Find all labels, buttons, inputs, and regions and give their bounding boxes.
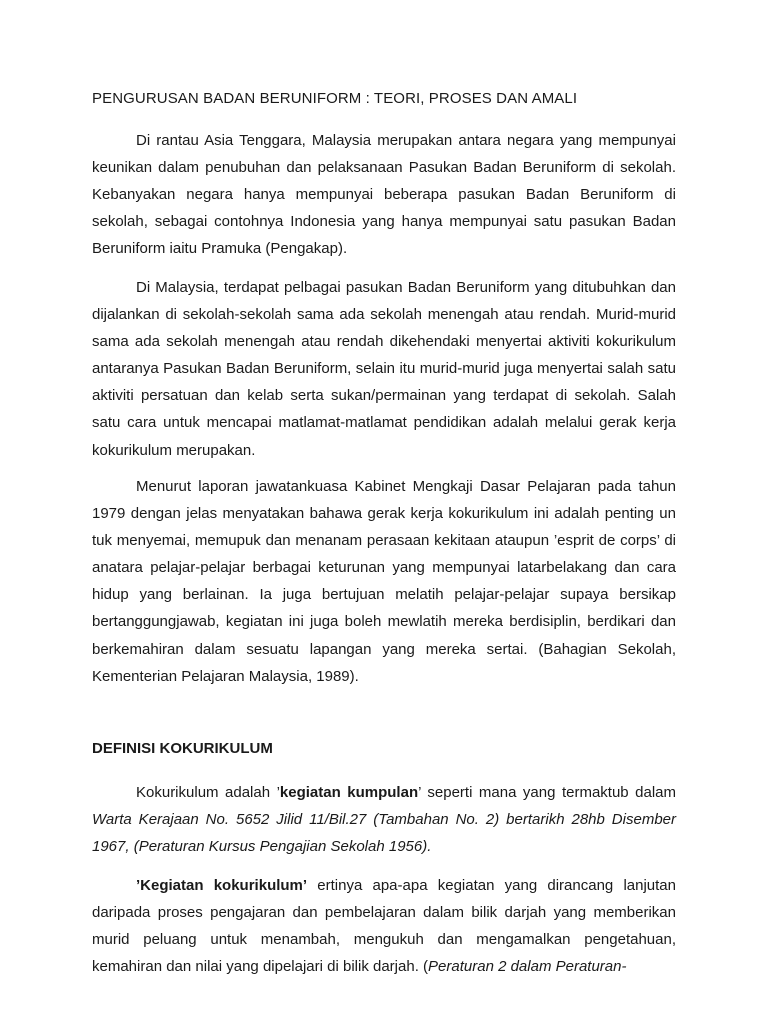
paragraph-2 — [92, 274, 676, 464]
paragraph-2-text: Di Malaysia, terdapat pelbagai pasukan Badan Beruniform yang ditubuhkan dan dijalankan di sekolah-sekolah sama ada sekolah menengah atau rendah. Murid-murid sama ada sekolah menengah atau rendah dikehendaki menyertai aktiviti kokurikulum antaranya Pasukan Badan Beruniform, selain itu murid-murid juga menyertai salah satu aktiviti persatuan dan kelab serta sukan/permainan yang terdapat di sekolah. Salah satu cara untuk mencapai matlamat-matlamat pendidikan adalah melalui gerak kerja kokurikulum merupakan. — [92, 279, 676, 459]
paragraph-1 — [92, 127, 676, 262]
paragraph-5-italic: Peraturan 2 dalam Peraturan- — [428, 958, 627, 976]
paragraph-3-text: Menurut laporan jawatankuasa Kabinet Mengkaji Dasar Pelajaran pada tahun 1979 dengan jelas menyatakan bahawa gerak kerja kokurikulum ini adalah penting un tuk menyemai, memupuk dan menanam perasaan kekitaan ataupun ’esprit de corps’ di anatara pelajar-pelajar berbagai keturunan yang mempunyai latarbelakang dan cara hidup yang berlainan. Ia juga bertujuan melatih pelajar-pelajar supaya bersikap bertanggungjawab, kegiatan ini juga boleh mewlatih mereka berdisiplin, berdikari dan berkemahiran dalam sesuatu lapangan yang mereka sertai. (Bahagian Sekolah, Kementerian Pelajaran Malaysia, 1989). — [92, 478, 676, 685]
paragraph-4-part1: Kokurikulum adalah ’ — [136, 784, 280, 801]
paragraph-5-bold: ’Kegiatan kokurikulum’ — [136, 877, 308, 894]
section-heading: DEFINISI KOKURIKULUM — [92, 740, 273, 757]
document-title: PENGURUSAN BADAN BERUNIFORM : TEORI, PROSES DAN AMALI — [92, 90, 578, 107]
paragraph-5 — [92, 872, 676, 980]
paragraph-4 — [92, 779, 676, 860]
paragraph-4-italic: Warta Kerajaan No. 5652 Jilid 11/Bil.27 (Tambahan No. 2) bertarikh 28hb Disember 1967, (Peraturan Kursus Pengajian Sekolah 1956). — [92, 811, 676, 856]
paragraph-5-part1: ertinya apa-apa kegiatan yang dirancang lanjutan daripada proses pengajaran dan pembelajaran dalam bilik darjah yang memberikan murid peluang untuk menambah, mengukuh dan mengamalkan pengetahuan, kemahiran dan nilai yang dipelajari di bilik darjah. ( — [92, 877, 676, 976]
paragraph-1-text: Di rantau Asia Tenggara, Malaysia merupakan antara negara yang mempunyai keunikan dalam penubuhan dan pelaksanaan Pasukan Badan Beruniform di sekolah. Kebanyakan negara hanya mempunyai beberapa pasukan Badan Beruniform di sekolah, sebagai contohnya Indonesia yang hanya mempunyai satu pasukan Badan Beruniform iaitu Pramuka (Pengakap). — [92, 132, 676, 258]
paragraph-4-part2: ’ seperti mana yang termaktub dalam — [418, 784, 676, 801]
paragraph-3 — [92, 473, 676, 690]
paragraph-4-bold: kegiatan kumpulan — [279, 784, 419, 801]
